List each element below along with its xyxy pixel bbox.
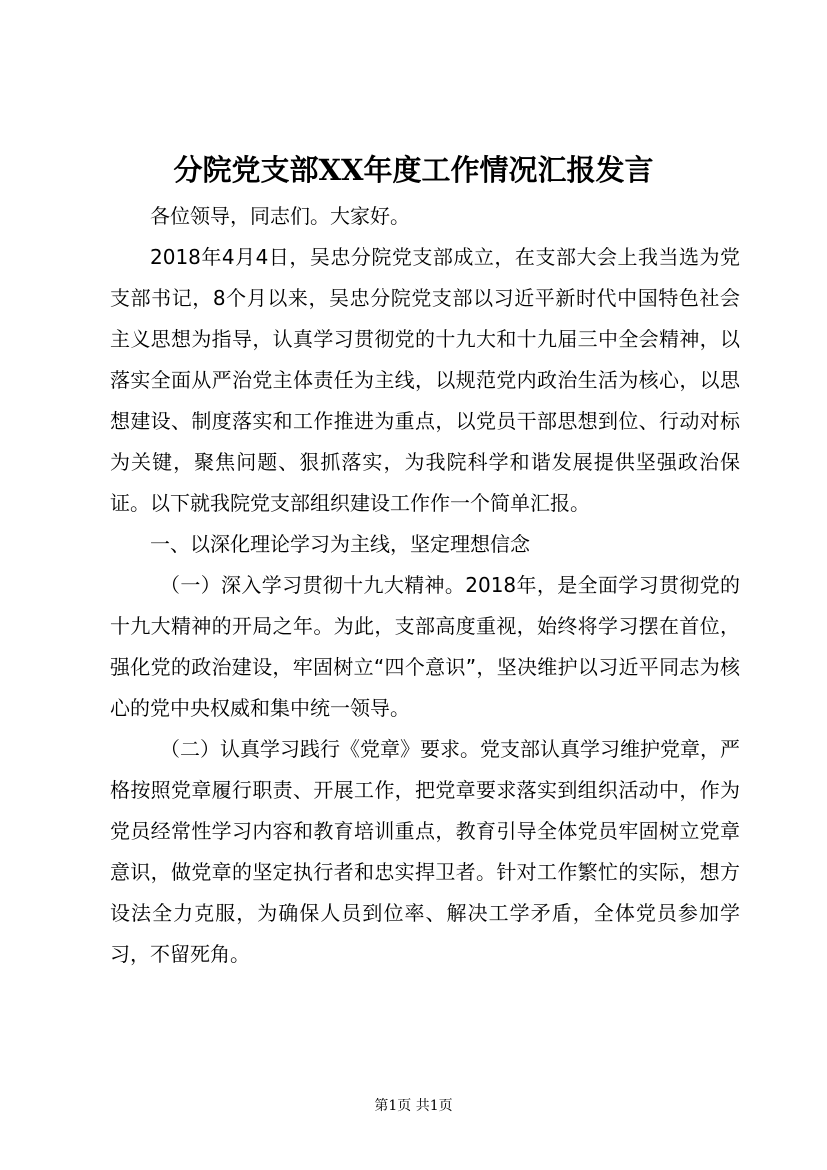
paragraph-greeting: 各位领导，同志们。大家好。	[150, 204, 410, 228]
page-footer: 第1页 共1页	[374, 1098, 453, 1114]
document-title: 分院党支部XX年度工作情况汇报发言	[173, 153, 654, 187]
paragraph-item-1: （一）深入学习贯彻十九大精神。2018年，是全面学习贯彻党的十九大精神的开局之年。为此，支部高度重视，始终将学习摆在首位，强化党的政治建设，牢固树立“四个意识”，坚决维护以习近平同志为核心的党中央权威和集中统一领导。	[110, 573, 740, 720]
document-body	[110, 196, 740, 975]
paragraph-intro: 2018年4月4日，吴忠分院党支部成立，在支部大会上我当选为党支部书记，8个月以来，吴忠分院党支部以习近平新时代中国特色社会主义思想为指导，认真学习贯彻党的十九大和十九届三中全会精神，以落实全面从严治党主体责任为主线，以规范党内政治生活为核心，以思想建设、制度落实和工作推进为重点，以党员干部思想到位、行动对标为关键，聚焦问题、狠抓落实，为我院科学和谐发展提供坚强政治保证。以下就我院党支部组织建设工作作一个简单汇报。	[110, 245, 740, 515]
section-heading-1: 一、以深化理论学习为主线，坚定理想信念	[150, 532, 530, 556]
paragraph-item-2: （二）认真学习践行《党章》要求。党支部认真学习维护党章，严格按照党章履行职责、开展工作，把党章要求落实到组织活动中，作为党员经常性学习内容和教育培训重点，教育引导全体党员牢固树立党章意识，做党章的坚定执行者和忠实捍卫者。针对工作繁忙的实际，想方设法全力克服，为确保人员到位率、解决工学矛盾，全体党员参加学习，不留死角。	[110, 737, 740, 966]
